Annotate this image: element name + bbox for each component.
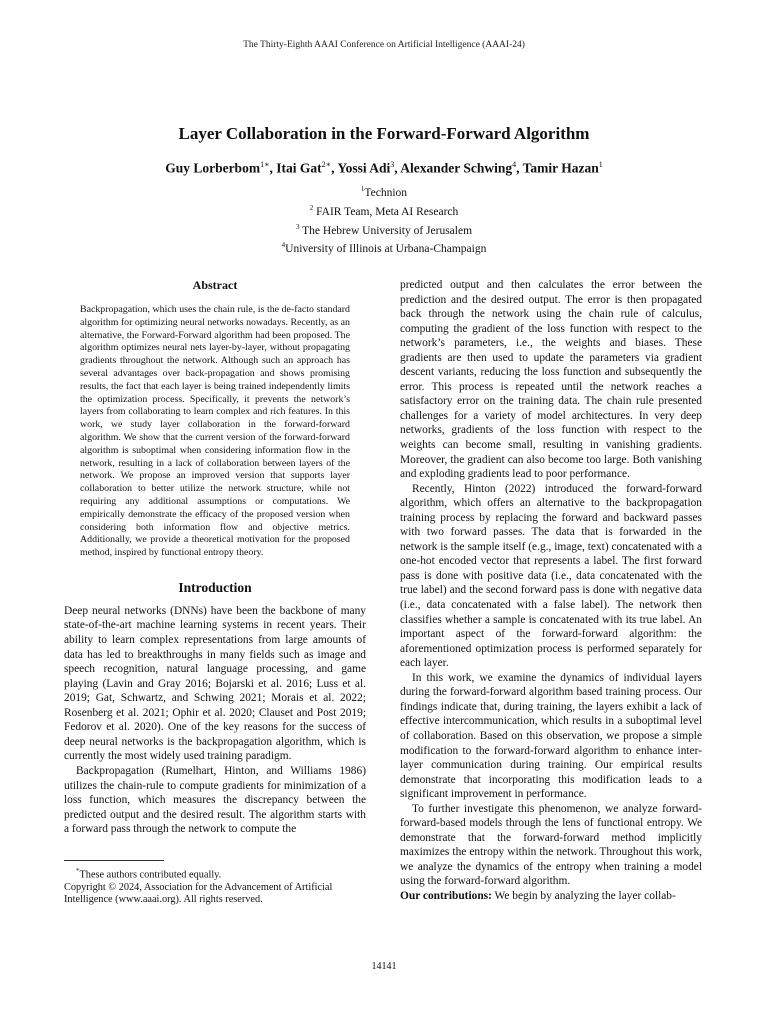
contributions-text: We begin by analyzing the layer collab-: [491, 889, 676, 902]
right-column: [400, 278, 702, 904]
footnote-mark: *: [76, 867, 80, 875]
author-name: Yossi Adi: [337, 160, 391, 176]
conference-header: The Thirty-Eighth AAAI Conference on Artificial Intelligence (AAAI-24): [243, 40, 525, 50]
author-mark: 3: [390, 160, 395, 169]
body-paragraph-5: [400, 889, 702, 904]
abstract-heading: Abstract: [192, 278, 238, 292]
affiliation-text: Technion: [364, 186, 408, 199]
footnote-equal-contribution: [64, 865, 366, 882]
author-mark: 1: [598, 160, 603, 169]
affiliation-text: FAIR Team, Meta AI Research: [313, 205, 459, 218]
footnote-text: These authors contributed equally.: [79, 869, 222, 881]
intro-paragraph-1: Deep neural networks (DNNs) have been the backbone of many state-of-the-art machine learning systems in recent years. Their ability to learn complex representations from large amounts of data has led to breakthroughs in many fields such as image and speech recognition, natural language processing, and game playing (Lavin and Gray 2016; Bojarski et al. 2016; Luss et al. 2019; Gat, Schwartz, and Schwing 2021; Morais et al. 2022; Rosenberg et al. 2021; Ophir et al. 2020; Clauset and Post 2019; Fedorov et al. 2020). One of the key reasons for the success of deep neural networks is the backpropagation algorithm, which is currently the most widely used training paradigm.: [64, 604, 366, 763]
affiliation-mark: 3: [295, 222, 300, 231]
contributions-label: Our contributions:: [400, 889, 492, 902]
body-paragraph-2: Recently, Hinton (2022) introduced the forward-forward algorithm, which offers an alternative to the backpropagation training process by replacing the forward and backward passes with two forward passes. The data that is forwarded in the network is the sample itself (e.g., image, text) concatenated with a one-hot encoded vector that represents a label. The first forward pass is done with positive data (i.e., data concatenated with the true label) and the second forward pass is done with negative data (i.e., data concatenated with a false label). The network then classifies whether a sample is concatenated with its true label. An important aspect of the forward-forward algorithm: the aforementioned optimization process is performed separately for each layer.: [400, 482, 702, 670]
introduction-heading: Introduction: [178, 579, 252, 595]
abstract-text: Backpropagation, which uses the chain rule, is the de-facto standard algorithm for optimizing neural networks nowadays. Recently, as an alternative, the Forward-Forward algorithm had been proposed. The algorithm optimizes neural nets layer-by-layer, without propagating gradients throughout the network. Although such an approach has several advantages over back-propagation and shows promising results, the fact that each layer is being trained independently limits the optimization process. Specifically, it prevents the network’s layers from collaborating to learn complex and rich features. In this work, we study layer collaboration in the forward-forward algorithm. We show that the current version of the forward-forward algorithm is suboptimal when considering information flow in the network, resulting in a lack of collaboration between layers of the network. We propose an improved version that supports layer collaboration to better utilize the network structure, while not requiring any additional assumptions or computations. We empirically demonstrate the efficacy of the proposed version when considering both information flow and objective metrics. Additionally, we provide a theoretical motivation for the proposed method, inspired by functional entropy theory.: [80, 304, 350, 559]
affiliation: [0, 182, 768, 201]
footnotes: [64, 860, 366, 907]
author-list: [0, 160, 768, 177]
affiliation-text: University of Illinois at Urbana-Champaign: [285, 243, 487, 256]
author-sep: ,: [394, 160, 401, 176]
left-column: [64, 278, 366, 837]
body-paragraph-1: predicted output and then calculates the error between the prediction and the desired output. The error is then propagated back through the network using the chain rule of calculus, computing the gradient of the loss function with respect to the network’s parameters, i.e., the weights and biases. These gradients are then used to update the parameters via gradient descent variants, reducing the loss function and subsequently the error. This process is repeated until the network reaches a satisfactory error on the training data. The chain rule presented challenges for a variety of model architectures. In very deep networks, gradients of the loss function with respect to the weights can become small, resulting in vanishing gradients. Moreover, the gradient can also become too large. Both vanishing and exploding gradients lead to poor performance.: [400, 279, 702, 481]
intro-paragraph-2: Backpropagation (Rumelhart, Hinton, and Williams 1986) utilizes the chain-rule to compute gradients for minimization of a loss function, which measures the discrepancy between the predicted output and the desired result. The algorithm starts with a forward pass through the network to compute the: [64, 764, 366, 836]
author-name: Alexander Schwing: [400, 160, 513, 176]
author-name: Itai Gat: [276, 160, 322, 176]
author-mark: 4: [512, 160, 517, 169]
affiliation-mark: 2: [309, 203, 314, 212]
author-sep: ,: [269, 160, 277, 176]
author-mark: 2∗: [321, 160, 332, 169]
paper-title: Layer Collaboration in the Forward-Forward Algorithm: [178, 124, 590, 143]
author-name: Tamir Hazan: [522, 160, 599, 176]
affiliation-mark: 4: [281, 241, 286, 250]
author-mark: 1∗: [260, 160, 270, 169]
affiliation: [0, 220, 768, 239]
body-paragraph-3: In this work, we examine the dynamics of individual layers during the forward-forward algorithm based training process. Our findings indicate that, during training, the layers exhibit a lack of effective intercommunication, which results in a suboptimal level of collaboration. Based on this observation, we propose a simple modification to the forward-forward algorithm to enhance inter-layer communication during training. Our empirical results demonstrate that incorporating this modification leads to a significant improvement in performance.: [400, 671, 702, 801]
author-name: Guy Lorberbom: [165, 160, 261, 176]
author-sep: ,: [516, 160, 523, 176]
affiliation: [0, 201, 768, 220]
affiliation-text: The Hebrew University of Jerusalem: [299, 224, 473, 237]
author-sep: ,: [331, 160, 338, 176]
body-paragraph-4: To further investigate this phenomenon, we analyze forward-forward-based models through the lens of functional entropy. We demonstrate that the forward-forward method implicitly maximizes the entropy within the network. Throughout this work, we analyze the dynamics of the entropy when training a model using the forward-forward algorithm.: [400, 802, 702, 888]
affiliation-mark: 1: [360, 185, 365, 193]
copyright-notice: Copyright © 2024, Association for the Advancement of Artificial Intelligence (www.aaai.org). All rights reserved.: [64, 881, 333, 906]
affiliation: [0, 238, 768, 257]
page-number: 14141: [371, 961, 397, 972]
affiliation-list: [0, 182, 768, 257]
footnote-rule: [64, 860, 164, 861]
